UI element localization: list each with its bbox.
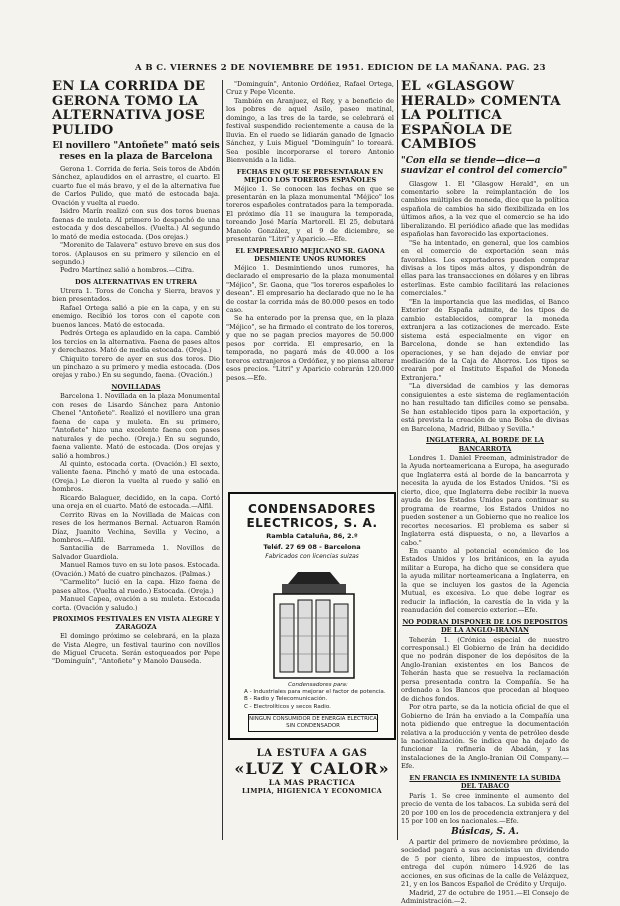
column-economy (401, 79, 569, 906)
ad-title: CONDENSADORES ELECTRICOS, S. A. (246, 502, 378, 530)
page-header: A B C. VIERNES 2 DE NOVIEMBRE DE 1951. EDICION DE LA MAÑANA. PAG. 23 (135, 63, 546, 73)
paragraph: Rafael Ortega salió a pie en la capa, y en su enemigo. Recibió los toros con el capote con buenos lances. Mató de estocada. (52, 303, 220, 329)
paragraph: "Morenito de Talavera" estuvo breve en sus dos toros. (Aplausos en su primero y silencio en el segundo.) (52, 241, 220, 266)
column-rule (222, 80, 223, 840)
subhead-glasgow: "Con ella se tiende—dice—a suavizar el control del comercio" (401, 155, 568, 176)
ad-phone: Teléf. 27 69 08 - Barcelona (263, 542, 361, 551)
paragraph: Barcelona 1. Novillada en la plaza Monumental con reses de Lisardo Sánchez para Antonio Chenel "Antoñete". Realizó el novillero una gran faena de capa y muleta. En su primero, "Antoñete" hizo una excelente faena con pases naturales y de pecho. (Oreja.) En su segundo, faena valiente. Mató de estocada. (Dos orejas y salió a hombros.) (52, 392, 220, 460)
section-heading: INGLATERRA, AL BORDE DE LA BANCARROTA (426, 436, 544, 453)
headline-gerona: EN LA CORRIDA DE GERONA TOMO LA ALTERNATIVA JOSE PULIDO (52, 79, 206, 138)
ad-list-item: B - Radio y Telecomunicación. (244, 696, 328, 703)
column-rule (397, 80, 398, 840)
paragraph: Pedrés Ortega es aplaudido en la capa. Cambió los tercios en la alternativa. Faena de pases altos y derechazos. Mató de media estocada. (Oreja.) (52, 329, 220, 355)
section-heading: FECHAS EN QUE SE PRESENTARAN EN MEJICO LOS TOREROS ESPAÑOLES (236, 167, 384, 184)
paragraph: Madrid, 27 de octubre de 1951.—El Consejo de Administración.—2. (401, 888, 569, 906)
paragraph: A partir del primero de noviembre próximo, la sociedad pagará a sus accionistas un dividendo de 5 por ciento, libre de impuestos, contra entrega del cupón número 14.926 de las acciones, en sus oficinas de la calle de Velázquez, 21, y en los Bancos Español de Crédito y Urquijo. (401, 837, 569, 889)
ad-address: Rambla Cataluña, 86, 2.º (266, 532, 358, 540)
paragraph: "La diversidad de cambios y las demoras consiguientes a este sistema de reglamentación no han resultado tan difíciles como se pensaba. Se han establecido tipos para la exportación, y está prevista la creación de una Bolsa de divisas en Barcelona, Madrid, Bilbao y Sevilla." (401, 382, 569, 433)
section-heading: NO PODRAN DISPONER DE LOS DEPOSITOS DE LA ANGLO-IRANIAN (402, 617, 568, 635)
paragraph: En cuanto al potencial económico de los Estados Unidos y los británicos, en la ayuda militar a Europa, ha dicho que se considera que la ayuda militar norteamericana a Inglaterra, en la que se incluyen los gastos de la Agencia Mutual, es excesiva. Lo que debe lograr es reducir la inflación, la carestía de la vida y la reanudación del comercio exterior.—Efe. (401, 546, 569, 615)
section-heading: NOVILLADAS (111, 382, 161, 391)
paragraph: Glasgow 1. El "Glasgow Herald", en un comentario sobre la reimplantación de los cambios múltiples de moneda, dice que la política española de cambios ha sido flexibilizada en los últimos años, a la vez que el comercio se ha ido liberalizando. El periódico añade que las medidas españolas han favorecido las exportaciones. (401, 179, 569, 239)
headline-glasgow: EL «GLASGOW HERALD» COMENTA LA POLITICA ESPAÑOLA DE CAMBIOS (401, 79, 561, 152)
paragraph: "Dominguín", Antonio Ordóñez, Rafael Ortega, Cruz y Pepe Vicente. (226, 80, 394, 97)
paragraph: Gerona 1. Corrida de feria. Seis toros de Abdón Sánchez, aplaudidos en el arrastre, el cuarto. El cuarto fue el más bravo, y el de la alternativa fue de Carlos Pulido, que mató de estocada baja. Ovación y vuelta al ruedo. (52, 165, 220, 207)
section-heading: PROXIMOS FESTIVALES EN VISTA ALEGRE Y ZARAGOZA (52, 615, 220, 632)
ad-list-item: A - Industriales para mejorar el factor de potencia. (244, 689, 386, 696)
paragraph: Ricardo Balaguer, decidido, en la capa. Cortó una oreja en el cuarto. Mató de estocada.—Alfil. (52, 493, 220, 511)
column-mexico (226, 80, 394, 488)
paragraph: Utrera 1. Toros de Concha y Sierra, bravos y bien presentados. (52, 286, 220, 304)
capacitor-illustration (268, 570, 360, 682)
ad-list-title: Condensadores para: (288, 682, 348, 688)
paragraph: Manuel Ramos tuvo en su lote pasos. Estocada. (Ovación.) Mató de cuatro pinchazos. (Palmas.) (52, 561, 220, 578)
ad-line: LA ESTUFA A GAS (256, 748, 368, 759)
section-heading: EL EMPRESARIO MEJICANO SR. GAONA DESMIENTE UNOS RUMORES (235, 246, 385, 263)
paragraph: Santacilia de Barrameda 1. Novillos de Salvador Guardiola. (52, 544, 220, 561)
advertisement-condensadores (228, 492, 396, 740)
notice-title: Búsicas, S. A. (451, 827, 519, 838)
paragraph: Pedro Martínez salió a hombros.—Cifra. (60, 266, 195, 275)
section-heading: DOS ALTERNATIVAS EN UTRERA (74, 277, 198, 286)
column-bullfighting (52, 80, 220, 840)
subhead-antonete: El novillero "Antoñete" mató seis reses en la plaza de Barcelona (52, 141, 220, 162)
paragraph: "En la importancia que las medidas, el Banco Exterior de España admite, de los tipos de cambio establecidos, comprar la moneda extranjera a las cotizaciones de mercado. Este sistema está especialmente en vigor en Barcelona, donde se han extendido las operaciones, y se han dejado de enviar por mediación de la Caja de Ahorros. Los tipos se crearán por el Instituto Español de Moneda Extranjera." (401, 297, 569, 382)
paragraph: Isidro Marín realizó con sus dos toros buenas faenas de muleta. Al primero lo despachó de una estocada y dos descabellos. (Vuelta.) Al segundo lo mató de media estocada. (Dos orejas.) (52, 207, 220, 241)
paragraph: Se ha enterado por la prensa que, en la plaza "Méjico", se ha firmado el contrato de los toreros, y que no se pagan precios mayores de 50.000 pesos por corrida. El empresario, en la temporada, no pagará más de 40.000 a los toreros extranjeros a Ordóñez, y no piensa alterar esos precios. "Litri" y Aparicio cobrarán 120.000 pesos.—Efe. (226, 314, 394, 382)
paragraph: El domingo próximo se celebrará, en la plaza de Vista Alegre, un festival taurino con novillos de Miguel Cruceta. Serán estoqueados por Pepe "Dominguín", "Antoñete" y Manolo Dauseda. (52, 632, 220, 666)
paragraph: Teherán 1. (Crónica especial de nuestro corresponsal.) El Gobierno de Irán ha decidido que no podrán disponer de los depósitos de la Anglo-Iranian existentes en los Bancos de Teherán hasta que se resuelva la reclamación persa presentada contra la Compañía. Se ha ordenado a los Bancos que procedan al bloqueo de dichos fondos. (401, 635, 569, 703)
paragraph: Manuel Capea, ovación a su muleta. Estocada corta. (Ovación y saludo.) (52, 595, 220, 612)
paragraph: Chiquito torero de ayer en sus dos toros. Dio un pinchazo a su primero y media estocada. (Dos orejas y rabo.) En su segundo, faena. (Ovación.) (52, 354, 220, 380)
paragraph: Méjico 1. Desmintiendo unos rumores, ha declarado el empresario de la plaza monumental "Méjico", Sr. Gaona, que "los toreros españoles lo desean". El empresario ha declarado que no le ha de costar la corrida más de 80.000 pesos en todo caso. (226, 263, 394, 314)
ad-patents: Fabricados con licencias suizas (265, 553, 359, 560)
ad-slogan: NINGUN CONSUMIDOR DE ENERGIA ELECTRICA SIN CONDENSADOR (248, 714, 378, 732)
paragraph: Al quinto, estocada corta. (Ovación.) El sexto, valiente faena. Pinchó y mató de una estocada. (Oreja.) Le dieron la vuelta al ruedo y salió en hombros. (52, 459, 220, 494)
paragraph: Por otra parte, se da la noticia oficial de que el Gobierno de Irán ha enviado a la Compañía una nota pidiendo que entregue la documentación relativa a la producción y venta de petróleo desde la nacionalización. Se indica que ha dejado de funcionar la refinería de Abadán, y las instalaciones de la Anglo-Iranian Oil Company.—Efe. (401, 703, 569, 771)
paragraph: Méjico 1. Se conocen las fechas en que se presentarán en la plaza monumental "Méjico" los toreros españoles contratados para la temporada. El próximo día 11 se inaugura la temporada, toreando José María Martorell. El 25, debutará Manolo González, y el 9 de diciembre, se presentarán "Litri" y Aparicio.—Efe. (226, 184, 394, 244)
paragraph: París 1. Se cree inminente el aumento del precio de venta de los tabacos. La subida será del 20 por 100 en los de procedencia extranjera y del 15 por 100 en los nacionales.—Efe. (401, 791, 569, 826)
paragraph: "Carmelito" lució en la capa. Hizo faena de pases altos. (Vuelta al ruedo.) Estocada. (Oreja.) (52, 578, 220, 595)
advertisement-estufa (228, 748, 396, 795)
ad-list-item: C - Electrolíticos y secos Radio. (244, 703, 331, 710)
ad-uses (244, 682, 392, 711)
section-heading: EN FRANCIA ES INMINENTE LA SUBIDA DEL TABACO (409, 773, 561, 791)
paragraph: Cerrito Rivas en la Novillada de Maicas con reses de los hermanos Bernal. Actuaron Ramón Díaz, Juanito Vechina, Sevilla y Vecino, a hombros.—Alfil. (52, 510, 220, 545)
paragraph: "Se ha intentado, en general, que los cambios en el comercio de exportación sean más favorables. Los exportadores pueden comprar divisas a los tipos más altos, y dispondrán de ellas para las transacciones en dólares y en libras esterlinas. Este cambio facilitará las relaciones comerciales." (401, 238, 569, 298)
ad-line: LIMPIA, HIGIENICA Y ECONOMICA (242, 787, 382, 795)
ad-line: LA MAS PRACTICA (268, 778, 356, 787)
paragraph: Londres 1. Daniel Freeman, administrador de la Ayuda norteamericana a Europa, ha asegurado que Inglaterra está al borde de la bancarrota y necesita la ayuda de los Estados Unidos. "Si es cierto, dice, que Inglaterra debe recibir la nueva ayuda de los Estados Unidos para continuar su programa de rearme, los Estados Unidos no pueden sostener a un Gobierno que no realice los recortes necesarios. El problema es saber si Inglaterra está dispuesta, o no, a llevarlos a cabo." (401, 454, 569, 547)
paragraph: También en Aranjuez, el Rey, y a beneficio de los pobres de aquel Asilo, paseo matinal, domingo, a las tres de la tarde, se celebrará el festival suspendido recientemente a causa de la lluvia. En el ruedo se lidiarán ganado de Ignacio Sánchez, y Luis Miguel "Dominguín" lo toreará. Sea posible incorporarse el torero Antonio Bienvenida a la lidia. (226, 96, 394, 165)
ad-brand: «LUZ Y CALOR» (234, 759, 390, 778)
